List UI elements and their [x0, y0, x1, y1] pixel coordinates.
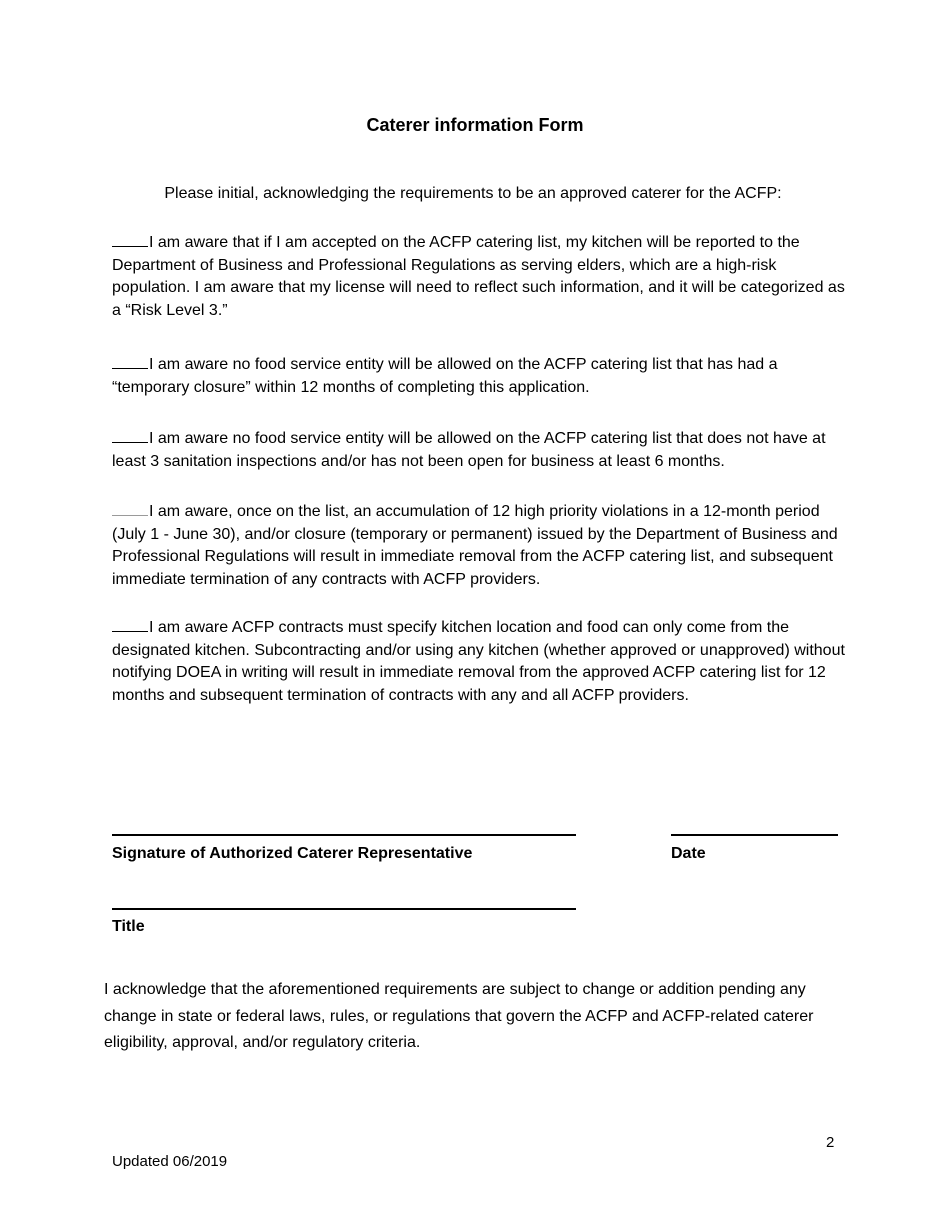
requirement-item: [112, 617, 854, 707]
requirement-text: I am aware ACFP contracts must specify kitchen location and food can only come from the designated kitchen. Subcontracting and/or using any kitchen (whether approved or unapproved) without notifying DOEA in writing will result in immediate removal from the approved ACFP catering list for 12 months and subsequent termination of contracts with any and all ACFP providers.: [112, 619, 845, 704]
requirement-text: I am aware, once on the list, an accumulation of 12 high priority violations in a 12-month period (July 1 - June 30), and/or closure (temporary or permanent) issued by the Department of Business and Professional Regulations will result in immediate removal from the ACFP catering list, and subsequent immediate termination of any contracts with ACFP providers.: [112, 503, 838, 588]
intro-text: Please initial, acknowledging the requirements to be an approved caterer for the ACFP:: [164, 185, 782, 202]
acknowledgement-text: I acknowledge that the aforementioned requirements are subject to change or addition pending any change in state or federal laws, rules, or regulations that govern the ACFP and ACFP-related caterer eligibility, approval, and/or regulatory criteria.: [104, 981, 814, 1051]
requirement-item: [112, 354, 854, 399]
initial-blank[interactable]: [112, 514, 148, 516]
page-title: Caterer information Form: [366, 115, 584, 135]
initial-blank[interactable]: [112, 245, 148, 247]
requirement-item: [112, 501, 854, 591]
title-label: Title: [112, 918, 145, 935]
requirement-item: [112, 428, 854, 473]
requirement-text: I am aware that if I am accepted on the ACFP catering list, my kitchen will be reported to the Department of Business and Professional Regulations as serving elders, which are a high-risk population. I am aware that my license will need to reflect such information, and it will be categorized as a “Risk Level 3.”: [112, 234, 845, 319]
updated-date: Updated 06/2019: [112, 1153, 228, 1170]
signature-label: Signature of Authorized Caterer Representative: [112, 845, 473, 862]
signature-line[interactable]: [112, 834, 576, 836]
requirement-text: I am aware no food service entity will be allowed on the ACFP catering list that does not have at least 3 sanitation inspections and/or has not been open for business at least 6 months.: [112, 430, 826, 470]
initial-blank[interactable]: [112, 441, 148, 443]
requirement-text: I am aware no food service entity will be allowed on the ACFP catering list that has had a “temporary closure” within 12 months of completing this application.: [112, 356, 778, 396]
initial-blank[interactable]: [112, 367, 148, 369]
date-label: Date: [671, 845, 706, 862]
title-line[interactable]: [112, 908, 576, 910]
initial-blank[interactable]: [112, 630, 148, 632]
page-number: 2: [826, 1134, 835, 1151]
date-line[interactable]: [671, 834, 838, 836]
requirement-item: [112, 232, 854, 322]
